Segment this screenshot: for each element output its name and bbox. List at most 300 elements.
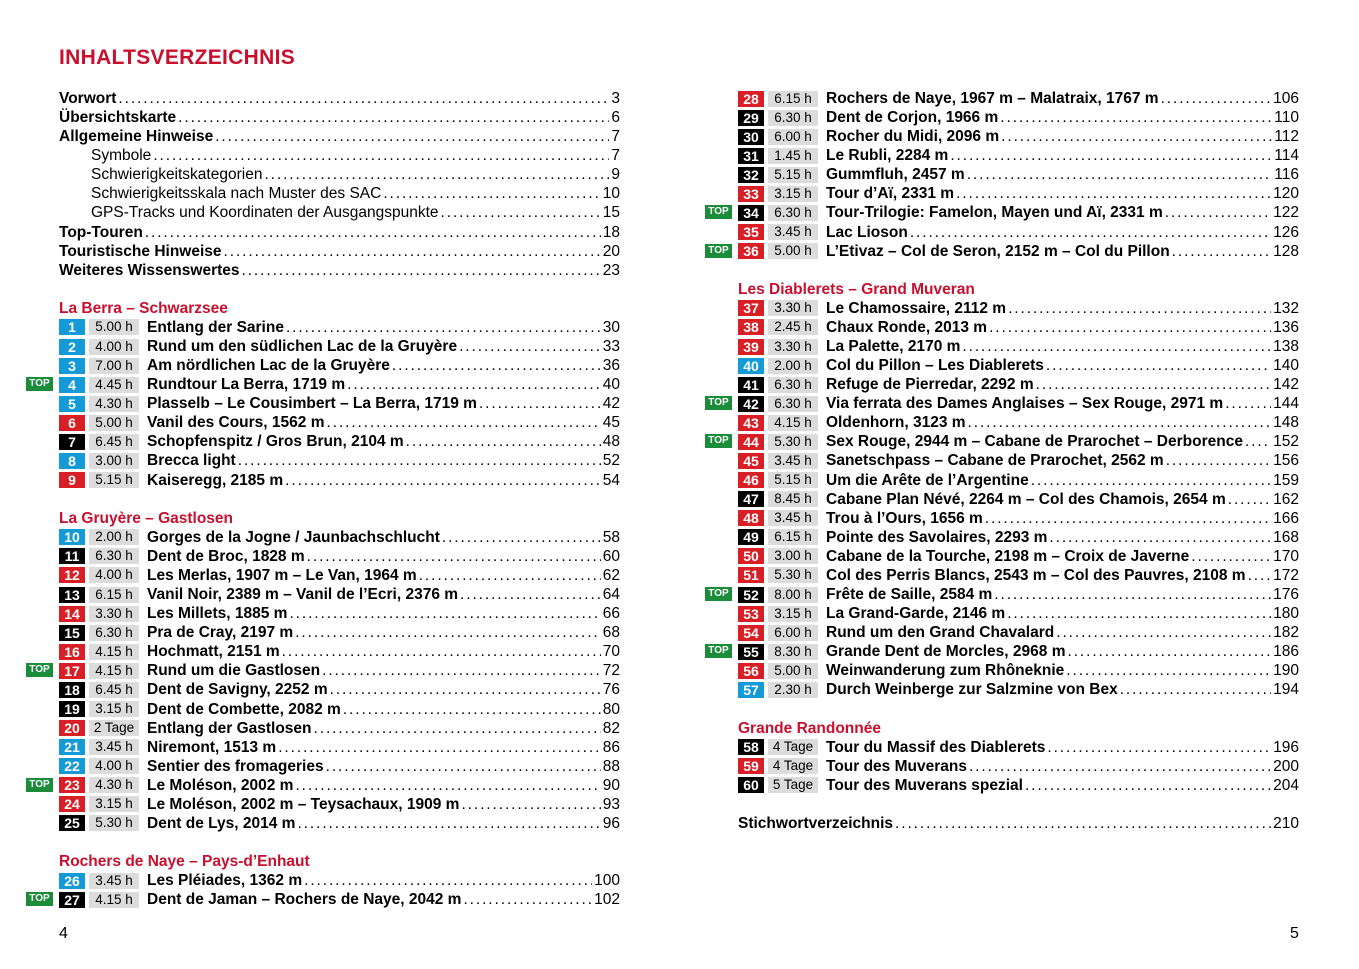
tour-entry[interactable]	[29, 375, 620, 394]
dot-leader	[479, 394, 601, 413]
tour-entry[interactable]	[59, 757, 620, 776]
toc-left-column	[29, 89, 620, 909]
tour-entry[interactable]	[59, 528, 620, 547]
tour-number-badge: 41	[738, 377, 764, 393]
tour-number-badge: 46	[738, 472, 764, 488]
dot-leader	[1049, 528, 1271, 547]
top-badge: TOP	[705, 587, 732, 601]
entry-label: Gorges de la Jogne / Jaunbachschlucht	[147, 528, 440, 546]
tour-entry[interactable]	[738, 184, 1299, 203]
entry-label: Kaiseregg, 2185 m	[147, 471, 284, 489]
entry-page: 122	[1273, 204, 1299, 222]
tour-entry[interactable]	[738, 661, 1299, 680]
tour-entry[interactable]	[59, 871, 620, 890]
dot-leader	[297, 814, 600, 833]
duration-badge: 6.30 h	[768, 377, 818, 393]
dot-leader	[289, 604, 600, 623]
dot-leader	[295, 776, 600, 795]
dot-leader	[1025, 776, 1271, 795]
dot-leader	[1056, 623, 1271, 642]
tour-entry[interactable]	[59, 738, 620, 757]
tour-entry[interactable]	[29, 661, 620, 680]
tour-entry[interactable]	[738, 738, 1299, 757]
tour-number-badge: 35	[738, 224, 764, 240]
duration-badge: 8.30 h	[768, 644, 818, 660]
duration-badge: 4.00 h	[89, 758, 139, 774]
duration-badge: 3.15 h	[768, 606, 818, 622]
duration-badge: 6.30 h	[89, 548, 139, 564]
top-badge: TOP	[705, 244, 732, 258]
tour-entry[interactable]	[29, 890, 620, 909]
tour-number-badge: 56	[738, 663, 764, 679]
duration-badge: 4.00 h	[89, 567, 139, 583]
entry-label: Sex Rouge, 2944 m – Cabane de Prarochet – Derborence	[826, 433, 1243, 451]
tour-entry[interactable]	[738, 413, 1299, 432]
dot-leader	[1036, 375, 1271, 394]
tour-number-badge: 24	[59, 796, 85, 812]
top-badge: TOP	[705, 396, 732, 410]
entry-page: 102	[594, 891, 620, 909]
tour-number-badge: 58	[738, 739, 764, 755]
tour-number-badge: 49	[738, 529, 764, 545]
tour-number-badge: 25	[59, 815, 85, 831]
entry-label: Tour-Trilogie: Famelon, Mayen und Aï, 2331 m	[826, 204, 1163, 222]
spacer	[59, 280, 620, 299]
tour-entry[interactable]	[29, 776, 620, 795]
tour-entry[interactable]	[738, 127, 1299, 146]
tour-entry[interactable]	[59, 719, 620, 738]
dot-leader	[326, 757, 601, 776]
dot-leader	[1007, 604, 1271, 623]
top-badge: TOP	[705, 434, 732, 448]
toc-entry[interactable]	[59, 89, 620, 108]
tour-entry[interactable]	[738, 776, 1299, 795]
entry-label: Am nördlichen Lac de la Gruyère	[147, 357, 390, 375]
entry-label: Frête de Saille, 2584 m	[826, 586, 993, 604]
toc-entry[interactable]	[59, 184, 620, 203]
tour-entry[interactable]	[738, 337, 1299, 356]
duration-badge: 6.00 h	[768, 625, 818, 641]
duration-badge: 2.00 h	[89, 529, 139, 545]
toc-entry[interactable]	[59, 223, 620, 242]
entry-label: Tour du Massif des Diablerets	[826, 738, 1046, 756]
duration-badge: 4.00 h	[89, 339, 139, 355]
duration-badge: 8.45 h	[768, 491, 818, 507]
tour-number-badge: 6	[59, 415, 85, 431]
toc-right-column	[708, 89, 1299, 833]
tour-number-badge: 27	[59, 892, 85, 908]
dot-leader	[330, 680, 601, 699]
entry-label: Grande Dent de Morcles, 2968 m	[826, 643, 1066, 661]
tour-number-badge: 8	[59, 453, 85, 469]
entry-label: Entlang der Gastlosen	[147, 719, 312, 737]
entry-page: 7	[611, 147, 620, 165]
tour-number-badge: 33	[738, 186, 764, 202]
dot-leader	[1067, 642, 1271, 661]
tour-entry[interactable]	[738, 623, 1299, 642]
top-badge: TOP	[26, 892, 53, 906]
entry-label: Oldenhorn, 3123 m	[826, 414, 966, 432]
entry-page: 112	[1274, 128, 1299, 146]
entry-label: Les Pléiades, 1362 m	[147, 872, 303, 890]
tour-number-badge: 16	[59, 644, 85, 660]
entry-page: 144	[1273, 395, 1299, 413]
entry-page: 116	[1274, 166, 1299, 184]
entry-page: 204	[1273, 776, 1299, 794]
duration-badge: 3.15 h	[89, 796, 139, 812]
tour-entry[interactable]	[708, 432, 1299, 451]
entry-page: 176	[1273, 586, 1299, 604]
tour-number-badge: 7	[59, 434, 85, 450]
tour-entry[interactable]	[59, 700, 620, 719]
tour-entry[interactable]	[59, 566, 620, 585]
tour-entry[interactable]	[59, 795, 620, 814]
dot-leader	[178, 108, 609, 127]
spacer	[738, 795, 1299, 814]
dot-leader	[1001, 127, 1272, 146]
dot-leader	[1031, 471, 1271, 490]
tour-entry[interactable]	[738, 451, 1299, 470]
dot-leader	[347, 375, 601, 394]
tour-number-badge: 44	[738, 434, 764, 450]
entry-page: 3	[611, 90, 620, 107]
entry-label: Le Moléson, 2002 m	[147, 776, 294, 794]
spacer	[738, 261, 1299, 280]
duration-badge: 4.15 h	[89, 892, 139, 908]
dot-leader	[1000, 108, 1272, 127]
dot-leader	[1245, 432, 1271, 451]
entry-label: La Palette, 2170 m	[826, 338, 961, 356]
dot-leader	[326, 413, 600, 432]
entry-label: Le Chamossaire, 2112 m	[826, 299, 1007, 317]
tour-entry[interactable]	[708, 642, 1299, 661]
tour-entry[interactable]	[708, 585, 1299, 604]
tour-entry[interactable]	[59, 413, 620, 432]
section-heading: Grande Randonnée	[738, 719, 881, 737]
entry-page: 142	[1273, 376, 1299, 394]
entry-page: 70	[602, 643, 620, 661]
entry-page: 152	[1273, 433, 1299, 451]
toc-entry[interactable]	[59, 146, 620, 165]
duration-badge: 5.00 h	[768, 663, 818, 679]
tour-number-badge: 11	[59, 548, 85, 564]
entry-page: 80	[602, 700, 620, 718]
dot-leader	[282, 642, 601, 661]
tour-entry[interactable]	[738, 318, 1299, 337]
tour-entry[interactable]	[738, 528, 1299, 547]
tour-entry[interactable]	[738, 566, 1299, 585]
tour-number-badge: 4	[59, 377, 85, 393]
tour-number-badge: 47	[738, 491, 764, 507]
entry-page: 7	[611, 128, 620, 146]
entry-label: Tour des Muverans spezial	[826, 776, 1023, 794]
entry-label: Übersichtskarte	[59, 109, 177, 127]
duration-badge: 6.15 h	[768, 529, 818, 545]
tour-entry[interactable]	[738, 299, 1299, 318]
tour-number-badge: 39	[738, 339, 764, 355]
entry-page: 48	[602, 433, 620, 451]
tour-number-badge: 34	[738, 205, 764, 221]
entry-label: Entlang der Sarine	[147, 318, 284, 336]
dot-leader	[145, 223, 601, 242]
top-badge: TOP	[705, 205, 732, 219]
entry-page: 182	[1273, 624, 1299, 642]
entry-page: 66	[602, 605, 620, 623]
tour-number-badge: 23	[59, 777, 85, 793]
entry-page: 148	[1273, 414, 1299, 432]
duration-badge: 3.00 h	[89, 453, 139, 469]
entry-page: 162	[1273, 490, 1299, 508]
dot-leader	[1008, 299, 1271, 318]
entry-label: Rund um den Grand Chavalard	[826, 624, 1055, 642]
dot-leader	[224, 242, 601, 261]
section-heading: Rochers de Naye – Pays-d’Enhaut	[59, 853, 310, 871]
duration-badge: 7.00 h	[89, 358, 139, 374]
duration-badge: 5.00 h	[89, 319, 139, 335]
tour-entry[interactable]	[738, 509, 1299, 528]
dot-leader	[383, 184, 600, 203]
tour-entry[interactable]	[738, 89, 1299, 108]
entry-page: 120	[1273, 185, 1299, 203]
duration-badge: 4 Tage	[768, 758, 818, 774]
tour-entry[interactable]	[708, 394, 1299, 413]
entry-label: Top-Touren	[59, 223, 143, 241]
tour-entry[interactable]	[59, 623, 620, 642]
tour-number-badge: 36	[738, 243, 764, 259]
entry-page: 86	[602, 738, 620, 756]
entry-page: 15	[602, 204, 620, 222]
entry-page: 62	[602, 566, 620, 584]
tour-entry[interactable]	[738, 146, 1299, 165]
entry-label: Refuge de Pierredar, 2292 m	[826, 376, 1034, 394]
tour-number-badge: 59	[738, 758, 764, 774]
dot-leader	[910, 223, 1271, 242]
dot-leader	[441, 203, 601, 222]
top-badge: TOP	[26, 663, 53, 677]
toc-entry[interactable]	[59, 261, 620, 280]
entry-page: 90	[602, 776, 620, 794]
entry-page: 30	[602, 318, 620, 336]
tour-entry[interactable]	[708, 242, 1299, 261]
tour-entry[interactable]	[738, 757, 1299, 776]
tour-entry[interactable]	[59, 394, 620, 413]
tour-entry[interactable]	[738, 375, 1299, 394]
tour-entry[interactable]	[59, 432, 620, 451]
dot-leader	[343, 700, 601, 719]
entry-label: Vorwort	[59, 90, 117, 107]
tour-number-badge: 20	[59, 720, 85, 736]
dot-leader	[968, 413, 1272, 432]
entry-page: 9	[611, 166, 620, 184]
entry-label: Via ferrata des Dames Anglaises – Sex Rouge, 2971 m	[826, 395, 1224, 413]
duration-badge: 3.45 h	[768, 510, 818, 526]
entry-page: 82	[602, 719, 620, 737]
tour-entry[interactable]	[59, 814, 620, 833]
entry-page: 186	[1273, 643, 1299, 661]
dot-leader	[460, 585, 601, 604]
tour-entry[interactable]	[59, 356, 620, 375]
dot-leader	[969, 757, 1271, 776]
duration-badge: 5.00 h	[89, 415, 139, 431]
tour-entry[interactable]	[59, 642, 620, 661]
entry-label: Hochmatt, 2151 m	[147, 643, 280, 661]
entry-label: Stichwortverzeichnis	[738, 814, 894, 832]
entry-page: 190	[1273, 662, 1299, 680]
page-title: INHALTSVERZEICHNIS	[59, 46, 296, 69]
tour-entry[interactable]	[59, 604, 620, 623]
tour-number-badge: 17	[59, 663, 85, 679]
entry-page: 159	[1273, 471, 1299, 489]
entry-page: 210	[1273, 814, 1299, 832]
duration-badge: 4.45 h	[89, 377, 139, 393]
entry-page: 76	[602, 681, 620, 699]
tour-number-badge: 51	[738, 567, 764, 583]
entry-page: 114	[1274, 147, 1299, 165]
entry-label: Dent de Corjon, 1966 m	[826, 109, 999, 127]
tour-entry[interactable]	[738, 604, 1299, 623]
dot-leader	[406, 432, 601, 451]
tour-entry[interactable]	[59, 547, 620, 566]
tour-number-badge: 45	[738, 453, 764, 469]
entry-page: 168	[1273, 528, 1299, 546]
toc-entry[interactable]	[59, 242, 620, 261]
duration-badge: 6.30 h	[768, 396, 818, 412]
dot-leader	[304, 871, 592, 890]
dot-leader	[1228, 490, 1271, 509]
toc-entry[interactable]	[59, 203, 620, 222]
entry-label: Cabane Plan Névé, 2264 m – Col des Chamois, 2654 m	[826, 490, 1226, 508]
entry-label: GPS-Tracks und Koordinaten der Ausgangspunkte	[91, 204, 439, 222]
tour-entry[interactable]	[738, 223, 1299, 242]
duration-badge: 3.45 h	[768, 453, 818, 469]
tour-number-badge: 29	[738, 110, 764, 126]
duration-badge: 5.15 h	[768, 167, 818, 183]
entry-page: 6	[611, 109, 620, 127]
entry-page: 93	[602, 795, 620, 813]
entry-page: 20	[602, 242, 620, 260]
entry-label: Weiteres Wissenswertes	[59, 261, 240, 279]
dot-leader	[994, 585, 1271, 604]
dot-leader	[1161, 89, 1272, 108]
entry-label: Gummfluh, 2457 m	[826, 166, 965, 184]
entry-page: 128	[1273, 242, 1299, 260]
tour-number-badge: 14	[59, 606, 85, 622]
duration-badge: 5.15 h	[89, 472, 139, 488]
toc-entry[interactable]	[738, 814, 1299, 833]
duration-badge: 4.15 h	[89, 644, 139, 660]
top-badge: TOP	[705, 644, 732, 658]
tour-number-badge: 19	[59, 701, 85, 717]
toc-entry[interactable]	[59, 127, 620, 146]
tour-number-badge: 31	[738, 148, 764, 164]
dot-leader	[985, 509, 1271, 528]
entry-label: Symbole	[91, 147, 152, 165]
entry-label: Weinwanderung zum Rhôneknie	[826, 662, 1065, 680]
tour-entry[interactable]	[708, 203, 1299, 222]
tour-entry[interactable]	[738, 471, 1299, 490]
duration-badge: 6.45 h	[89, 682, 139, 698]
duration-badge: 6.15 h	[89, 587, 139, 603]
dot-leader	[967, 165, 1273, 184]
duration-badge: 2.00 h	[768, 358, 818, 374]
entry-label: Schwierigkeitsskala nach Muster des SAC	[91, 185, 382, 203]
entry-page: 33	[602, 338, 620, 356]
tour-number-badge: 9	[59, 472, 85, 488]
dot-leader	[295, 623, 601, 642]
tour-number-badge: 53	[738, 606, 764, 622]
dot-leader	[118, 89, 609, 108]
tour-number-badge: 32	[738, 167, 764, 183]
dot-leader	[419, 566, 601, 585]
tour-number-badge: 13	[59, 587, 85, 603]
toc-entry[interactable]	[59, 165, 620, 184]
entry-page: 180	[1273, 605, 1299, 623]
tour-entry[interactable]	[59, 337, 620, 356]
tour-number-badge: 22	[59, 758, 85, 774]
dot-leader	[1166, 451, 1271, 470]
entry-page: 64	[602, 586, 620, 604]
entry-page: 18	[602, 223, 620, 241]
tour-entry[interactable]	[738, 108, 1299, 127]
duration-badge: 2.30 h	[768, 682, 818, 698]
tour-entry[interactable]	[59, 471, 620, 490]
duration-badge: 3.30 h	[768, 300, 818, 316]
tour-entry[interactable]	[738, 490, 1299, 509]
entry-page: 138	[1273, 338, 1299, 356]
dot-leader	[1165, 203, 1271, 222]
tour-entry[interactable]	[59, 680, 620, 699]
toc-entry[interactable]	[59, 108, 620, 127]
tour-number-badge: 1	[59, 319, 85, 335]
entry-label: Col du Pillon – Les Diablerets	[826, 357, 1044, 375]
entry-label: Dent de Jaman – Rochers de Naye, 2042 m	[147, 891, 462, 909]
entry-label: Brecca light	[147, 452, 236, 470]
entry-label: Les Merlas, 1907 m – Le Van, 1964 m	[147, 566, 417, 584]
entry-label: Dent de Lys, 2014 m	[147, 814, 296, 832]
entry-label: Le Rubli, 2284 m	[826, 147, 949, 165]
entry-page: 172	[1273, 566, 1299, 584]
tour-entry[interactable]	[59, 318, 620, 337]
tour-entry[interactable]	[59, 451, 620, 470]
entry-label: Dent de Broc, 1828 m	[147, 547, 305, 565]
tour-number-badge: 48	[738, 510, 764, 526]
dot-leader	[153, 146, 609, 165]
tour-entry[interactable]	[738, 547, 1299, 566]
duration-badge: 3.45 h	[89, 739, 139, 755]
tour-entry[interactable]	[738, 165, 1299, 184]
duration-badge: 5.30 h	[768, 434, 818, 450]
tour-number-badge: 28	[738, 91, 764, 107]
duration-badge: 6.30 h	[768, 110, 818, 126]
tour-number-badge: 5	[59, 396, 85, 412]
dot-leader	[442, 528, 601, 547]
entry-page: 126	[1273, 223, 1299, 241]
tour-entry[interactable]	[738, 680, 1299, 699]
dot-leader	[1248, 566, 1272, 585]
tour-number-badge: 55	[738, 644, 764, 660]
entry-label: La Grand-Garde, 2146 m	[826, 605, 1006, 623]
dot-leader	[1047, 738, 1271, 757]
entry-label: Cabane de la Tourche, 2198 m – Croix de Javerne	[826, 547, 1190, 565]
duration-badge: 4.15 h	[768, 415, 818, 431]
tour-entry[interactable]	[738, 356, 1299, 375]
tour-entry[interactable]	[59, 585, 620, 604]
dot-leader	[1172, 242, 1271, 261]
dot-leader	[242, 261, 601, 280]
spacer	[738, 700, 1299, 719]
tour-number-badge: 52	[738, 587, 764, 603]
entry-page: 170	[1273, 547, 1299, 565]
